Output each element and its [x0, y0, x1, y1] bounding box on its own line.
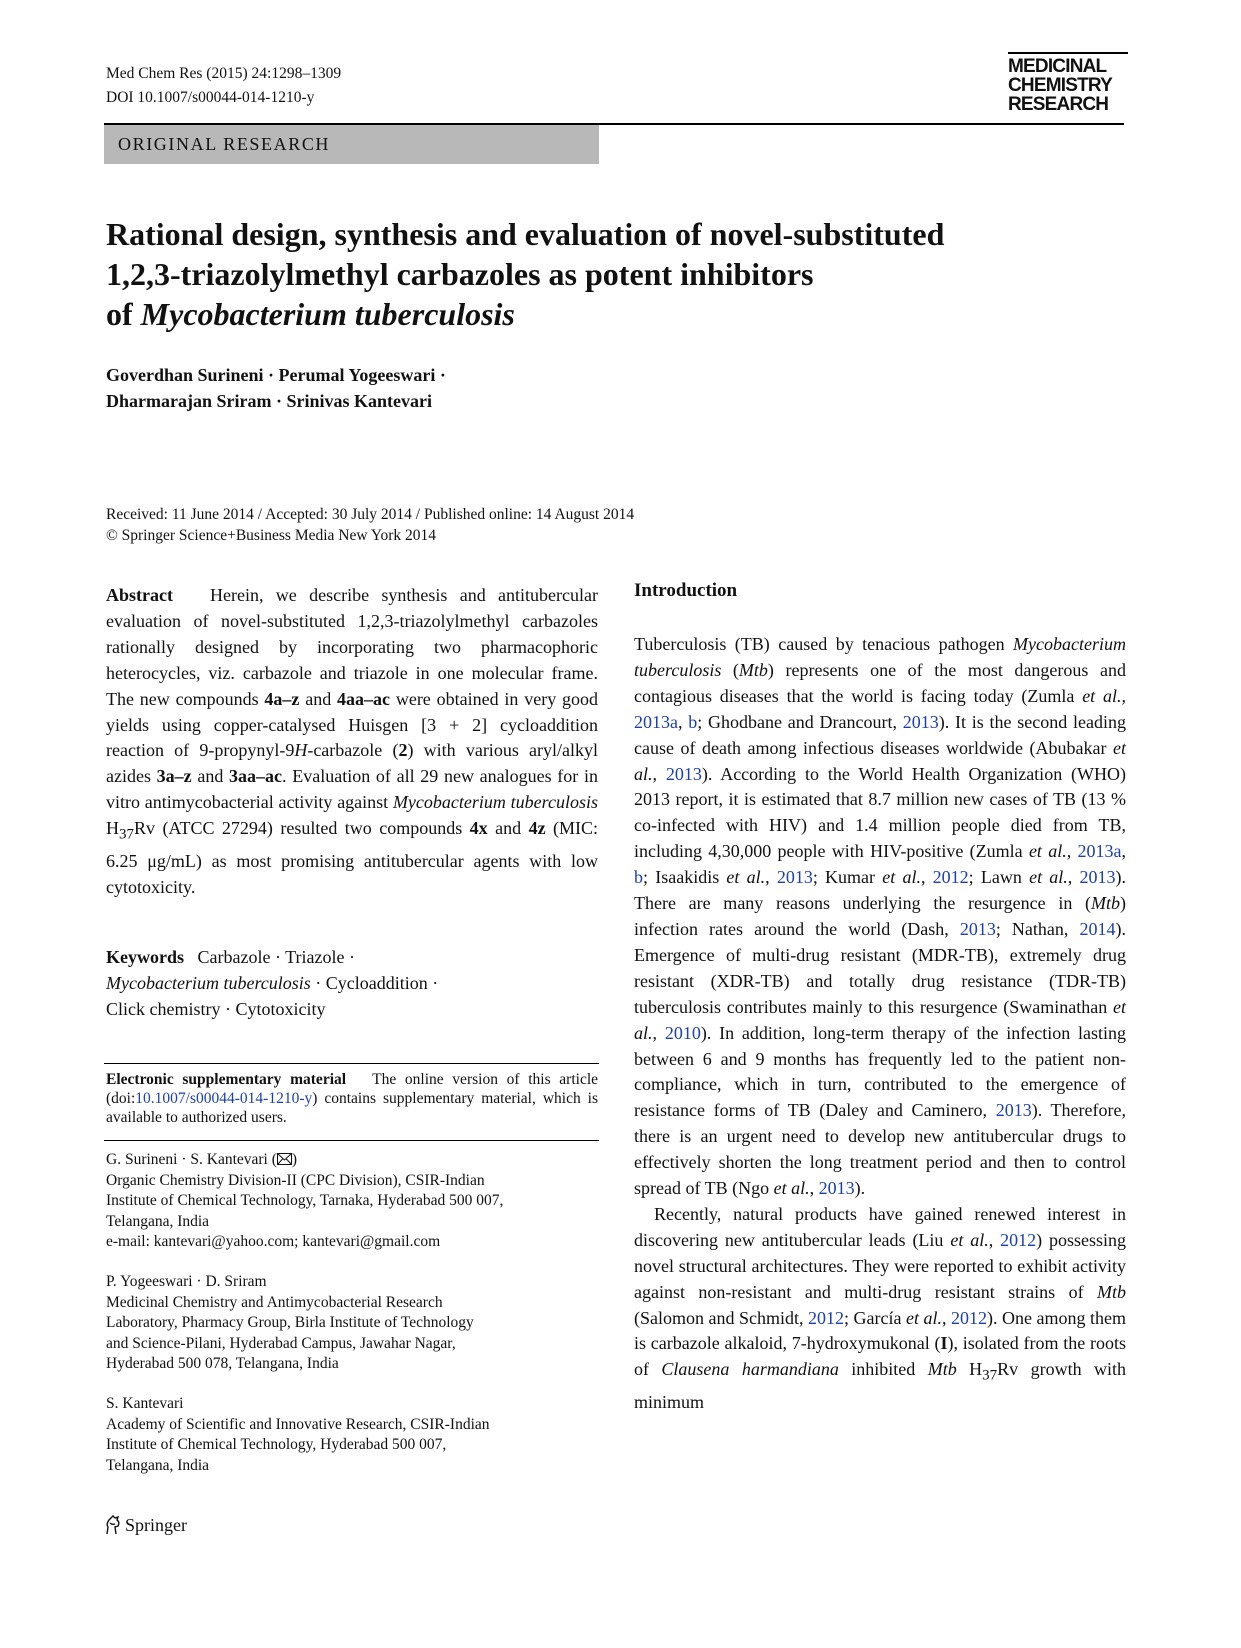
publication-dates — [106, 504, 634, 546]
abstract-label: Abstract — [106, 585, 173, 605]
keywords-text: · Cycloaddition · — [310, 972, 439, 993]
abstract-text: and — [191, 766, 230, 787]
body-text: ; García — [844, 1307, 906, 1328]
affiliation-names: S. Kantevari — [106, 1395, 184, 1412]
title-line — [106, 294, 1006, 334]
keywords-label: Keywords — [106, 947, 184, 967]
esm-text: The online version of this article (doi: — [106, 1071, 599, 1107]
compound-ref: 4aa–ac — [337, 688, 391, 709]
publisher-footer — [104, 1515, 187, 1536]
logo-line: MEDICINAL — [1008, 56, 1107, 77]
subscript: 37 — [119, 826, 134, 843]
citation-link[interactable]: 2013 — [665, 763, 702, 784]
keywords-italic: Mycobacterium tuberculosis — [106, 972, 311, 993]
body-italic: et al. — [882, 867, 921, 888]
citation-link[interactable]: 2013 — [776, 867, 813, 888]
body-text: , — [920, 867, 933, 888]
body-text: ). One among them is carbazole alkaloid, 7-hydroxymukonal ( — [634, 1307, 1126, 1354]
body-text: , — [1067, 867, 1080, 888]
citation-link[interactable]: 2010 — [664, 1022, 701, 1043]
body-text: (Salomon and Schmidt, — [634, 1307, 809, 1328]
body-italic: et al. — [634, 996, 1126, 1043]
paragraph — [634, 632, 1126, 1202]
affiliation-line: Institute of Chemical Technology, Hyderabad 500 007, — [106, 1436, 447, 1453]
citation-link[interactable]: 2012 — [808, 1307, 845, 1328]
citation-link[interactable]: 2012 — [1000, 1229, 1037, 1250]
affiliation-line: Hyderabad 500 078, Telangana, India — [106, 1355, 339, 1372]
body-text: ; Kumar — [812, 867, 883, 888]
affiliation-line: Organic Chemistry Division-II (CPC Division), CSIR-Indian — [106, 1171, 485, 1189]
body-text: ( — [721, 659, 739, 680]
citation-link[interactable]: 2013 — [959, 918, 996, 939]
abstract-text: were obtained in very good yields using copper-catalysed Huisgen [3 + 2] cycloaddition reaction of 9-propynyl-9 — [106, 688, 598, 761]
title-text: of — [106, 296, 141, 332]
body-text: , — [1121, 841, 1126, 862]
affiliation-line: Telangana, India — [106, 1456, 210, 1474]
body-text: , — [988, 1229, 1001, 1250]
affiliation-line: and Science-Pilani, Hyderabad Campus, Jawahar Nagar, — [106, 1334, 456, 1352]
keywords-line — [106, 971, 598, 997]
citation-link[interactable]: 2013 — [995, 1100, 1032, 1121]
esm-bottom-rule — [104, 1140, 599, 1141]
body-text: , — [652, 1022, 665, 1043]
abstract-text: -carbazole ( — [307, 740, 399, 761]
abstract-italic: Mycobacterium tuberculosis — [392, 792, 598, 813]
esm-top-rule — [104, 1063, 599, 1064]
affiliation-3 — [106, 1394, 598, 1476]
logo-line: RESEARCH — [1008, 94, 1109, 115]
abstract-text: . Evaluation of all 29 new analogues for in vitro antimycobacterial activity against — [106, 766, 598, 813]
body-text: ). — [854, 1178, 866, 1199]
author-names: ) — [291, 1151, 298, 1168]
title-line: 1,2,3-triazolylmethyl carbazoles as potent inhibitors — [106, 256, 814, 292]
title-line: Rational design, synthesis and evaluation of novel-substituted — [106, 216, 945, 252]
paper-title — [106, 214, 1006, 334]
body-italic: et al. — [773, 1178, 810, 1199]
body-text: ). There are many reasons underlying the resurgence in ( — [634, 867, 1126, 914]
body-italic: et al. — [1029, 867, 1068, 888]
abstract-text: ) with various aryl/alkyl azides — [106, 740, 598, 787]
doi-line: DOI 10.1007/s00044-014-1210-y — [106, 89, 315, 106]
compound-ref: 4z — [528, 818, 546, 839]
body-text: ; Nathan, — [995, 918, 1080, 939]
citation-link[interactable]: 2013 — [818, 1178, 855, 1199]
body-italic: et al., — [1028, 841, 1072, 862]
body-text: Tuberculosis (TB) caused by tenacious pathogen — [634, 634, 1014, 654]
citation-link[interactable]: 2014 — [1079, 918, 1116, 939]
author-names: G. Surineni · S. Kantevari ( — [106, 1151, 277, 1168]
body-text: ). According to the World Health Organization (WHO) 2013 report, it is estimated that 8.7 million new cases of TB (13 % co-infected with HIV) and 1.4 million people died from TB, including 4,30,000 people with HIV-positive (Zumla — [634, 763, 1127, 862]
abstract-text: (MIC: 6.25 μg/mL) as most promising antitubercular agents with low cytotoxicity. — [106, 818, 599, 897]
body-italic: et al. — [726, 867, 766, 888]
body-italic: et al. — [950, 1229, 989, 1250]
body-text: , — [678, 711, 689, 732]
citation-link[interactable]: b — [634, 867, 643, 888]
compound-ref: 3a–z — [156, 766, 192, 787]
abstract-text: and — [299, 688, 338, 709]
body-text: inhibited — [838, 1359, 928, 1380]
body-italic: Mtb — [738, 659, 768, 680]
body-italic: Mycobacterium tuberculosis — [634, 634, 1126, 680]
body-text: ) possessing novel structural architectures. They were reported to exhibit activity against non-resistant and multi-drug resistant strains of — [634, 1229, 1126, 1302]
affiliation-2 — [106, 1272, 598, 1375]
author-line: Goverdhan Surineni · Perumal Yogeeswari · — [106, 365, 446, 385]
copyright-line: © Springer Science+Business Media New York 2014 — [106, 527, 437, 544]
citation-link[interactable]: 2013 — [1079, 867, 1116, 888]
citation-link[interactable]: 2013a — [634, 711, 678, 732]
body-italic: Clausena harmandiana — [661, 1359, 839, 1380]
body-text: ). In addition, long-term therapy of the infection lasting between 6 and 9 months has frequently led to the patient non-compliance, which in turn, contributed to the emergence of resistance forms of TB (Daley and Caminero, — [634, 1022, 1126, 1121]
abstract-text: Rv (ATCC 27294) resulted two compounds — [134, 818, 470, 839]
esm-text: ) contains supplementary material, which is available to authorized users. — [106, 1090, 598, 1126]
keywords-text: Carbazole · Triazole · — [197, 947, 355, 967]
body-italic: Mtb — [927, 1359, 957, 1380]
body-italic: et al. — [906, 1307, 942, 1328]
email-line[interactable]: e-mail: kantevari@yahoo.com; kantevari@gmail.com — [106, 1233, 441, 1250]
section-label: ORIGINAL RESEARCH — [104, 125, 599, 164]
compound-ref: 4a–z — [264, 688, 300, 709]
keywords-line: Click chemistry · Cytotoxicity — [106, 998, 326, 1019]
affiliation-line: Laboratory, Pharmacy Group, Birla Institute of Technology — [106, 1314, 474, 1331]
affiliation-1 — [106, 1150, 598, 1253]
esm-label: Electronic supplementary material — [106, 1071, 347, 1088]
body-text: ). Emergence of multi-drug resistant (MDR-TB), extremely drug resistant (XDR-TB) and totally drug resistance (TDR-TB) tuberculosis contributes mainly to this resurgence (Swaminathan — [634, 918, 1126, 1017]
abstract — [106, 583, 598, 900]
body-text: , — [652, 763, 666, 784]
body-text: , — [765, 867, 777, 888]
publisher-name: Springer — [125, 1515, 187, 1535]
body-text: ) infection rates around the world (Dash, — [634, 893, 1126, 939]
body-italic: Mtb — [1091, 893, 1120, 914]
journal-reference — [106, 62, 341, 110]
compound-ref: 4x — [469, 818, 488, 839]
body-text: ; Ghodbane and Drancourt, — [697, 711, 903, 732]
introduction-heading: Introduction — [634, 580, 738, 601]
doi-link[interactable]: 10.1007/s00044-014-1210-y — [135, 1090, 313, 1107]
body-text: ). Therefore, there is an urgent need to develop new antitubercular drugs to effectively shorten the long treatment period and then to control spread of TB (Ngo — [634, 1100, 1126, 1199]
compound-ref: 2 — [398, 740, 408, 761]
body-text: H — [956, 1359, 983, 1380]
affiliation-line: Medicinal Chemistry and Antimycobacterial Research — [106, 1293, 443, 1311]
affiliation-line: Institute of Chemical Technology, Tarnaka, Hyderabad 500 007, — [106, 1192, 504, 1209]
keywords — [106, 945, 598, 1023]
paragraph — [634, 1202, 1126, 1416]
affiliation-names: P. Yogeeswari · D. Sriram — [106, 1273, 267, 1290]
envelope-icon[interactable] — [277, 1153, 292, 1165]
author-list — [106, 362, 446, 414]
abstract-text: H — [106, 818, 119, 839]
body-italic: et al., — [1082, 685, 1126, 706]
abstract-italic: H — [294, 740, 308, 761]
dates-line: Received: 11 June 2014 / Accepted: 30 July 2014 / Published online: 14 August 2014 — [106, 506, 635, 523]
body-text: , — [942, 1307, 952, 1328]
logo-line: CHEMISTRY — [1008, 75, 1112, 96]
subscript: 37 — [982, 1367, 998, 1384]
affiliation-names — [106, 1150, 598, 1171]
abstract-text: Herein, we describe synthesis and antitubercular evaluation of novel-substituted 1,2,3-triazolylmethyl carbazoles rationally designed by incorporating two pharmacophoric heterocycles, viz. carbazole and triazole in one molecular frame. The new compounds — [106, 585, 599, 709]
citation-link[interactable]: 2013 — [902, 711, 939, 732]
body-text: Rv growth with minimum — [634, 1359, 1126, 1412]
keywords-line — [106, 945, 598, 971]
citation-link[interactable]: 2013a — [1077, 841, 1122, 862]
body-italic: et al. — [634, 737, 1126, 784]
compound-ref: 3aa–ac — [229, 766, 283, 787]
abstract-text: and — [487, 818, 529, 839]
body-italic: Mtb — [1097, 1281, 1126, 1302]
introduction-body — [634, 632, 1126, 1416]
body-text: ) represents one of the most dangerous and contagious diseases that the world is facing today (Zumla — [634, 659, 1126, 706]
body-text: ; Isaakidis — [643, 867, 727, 888]
body-text: , — [809, 1178, 819, 1199]
journal-logo — [1008, 52, 1128, 114]
citation-link[interactable]: b — [688, 711, 698, 732]
compound-ref: I — [940, 1333, 948, 1354]
body-text: ). It is the second leading cause of death among infectious diseases worldwide (Abubakar — [634, 711, 1127, 758]
supplementary-material-note — [106, 1070, 598, 1127]
title-species: Mycobacterium tuberculosis — [140, 296, 515, 332]
journal-line: Med Chem Res (2015) 24:1298–1309 — [106, 65, 342, 82]
logo-bar — [1008, 52, 1128, 54]
author-line: Dharmarajan Sriram · Srinivas Kantevari — [106, 391, 432, 411]
affiliation-line: Telangana, India — [106, 1212, 210, 1230]
body-text: ), isolated from the roots of — [634, 1333, 1126, 1380]
citation-link[interactable]: 2012 — [932, 867, 969, 888]
affiliation-line: Academy of Scientific and Innovative Research, CSIR-Indian — [106, 1415, 490, 1433]
body-text: Recently, natural products have gained renewed interest in discovering new antitubercular leads (Liu — [634, 1203, 1126, 1250]
springer-horse-icon — [104, 1515, 122, 1535]
citation-link[interactable]: 2012 — [951, 1307, 988, 1328]
body-text: ; Lawn — [968, 867, 1030, 888]
